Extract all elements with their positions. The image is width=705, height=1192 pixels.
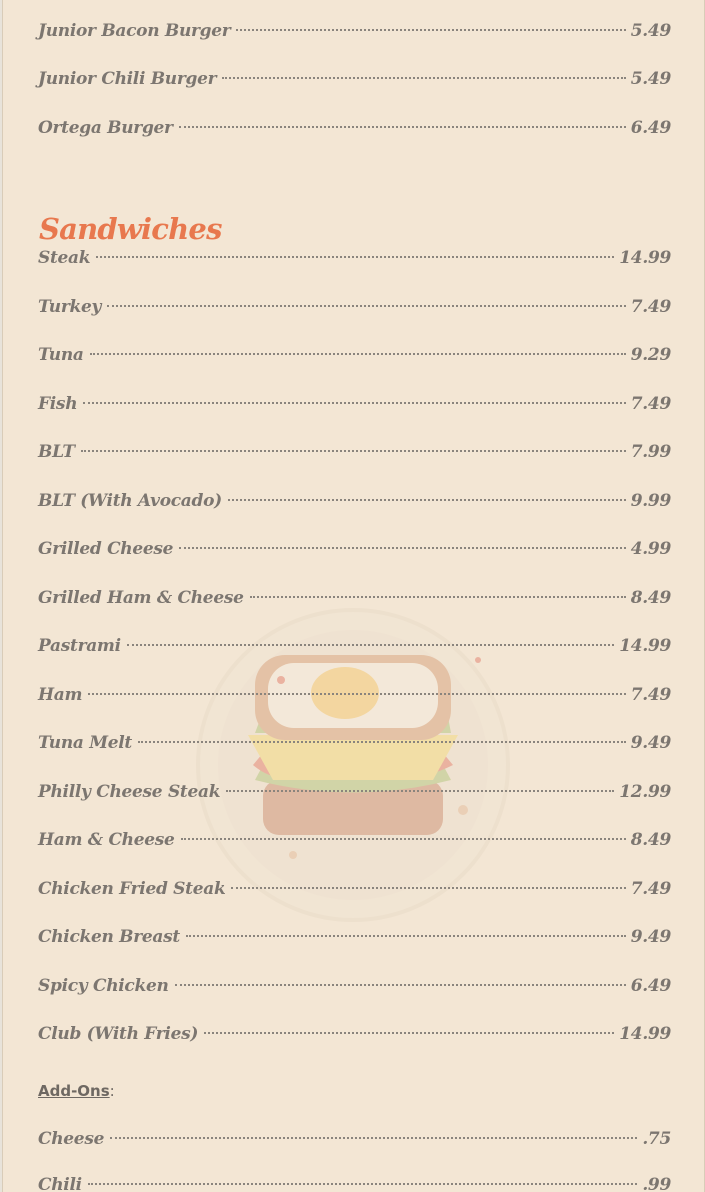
item-price: 9.49 (630, 733, 671, 753)
menu-item-chicken-breast (38, 926, 671, 948)
item-price: 6.49 (630, 118, 671, 138)
item-name: Ham & Cheese (38, 830, 175, 850)
dot-leader (204, 1032, 614, 1034)
item-name: Fish (38, 394, 78, 414)
dot-leader (179, 126, 626, 128)
dot-leader (127, 644, 614, 646)
menu-item-grilled-cheese (38, 538, 671, 560)
menu-item-ortega-burger (38, 117, 671, 139)
item-price: 14.99 (619, 1024, 671, 1044)
item-price: 14.99 (619, 248, 671, 268)
item-price: 8.49 (630, 588, 671, 608)
menu-item-club-with-fries (38, 1023, 671, 1045)
item-price: 5.49 (630, 21, 671, 41)
dot-leader (88, 1183, 638, 1185)
dot-leader (110, 1137, 637, 1139)
menu-item-tuna-melt (38, 732, 671, 754)
item-name: Pastrami (38, 636, 121, 656)
dot-leader (186, 935, 626, 937)
item-name: Chicken Breast (38, 927, 180, 947)
item-name: Tuna Melt (38, 733, 132, 753)
item-name: Grilled Cheese (38, 539, 174, 559)
dot-leader (81, 450, 626, 452)
menu-item-ham-cheese (38, 829, 671, 851)
item-name: Grilled Ham & Cheese (38, 588, 244, 608)
menu-item-turkey (38, 296, 671, 318)
dot-leader (226, 790, 614, 792)
menu-item-fish (38, 393, 671, 415)
item-name: Spicy Chicken (38, 976, 169, 996)
menu-item-spicy-chicken (38, 975, 671, 997)
item-price: 14.99 (619, 636, 671, 656)
item-price: 9.29 (630, 345, 671, 365)
menu-item-philly-cheese-steak (38, 781, 671, 803)
menu-item-junior-bacon-burger (38, 20, 671, 42)
dot-leader (138, 741, 626, 743)
menu-page (2, 0, 705, 1192)
addon-item-chili (38, 1174, 671, 1192)
item-price: 8.49 (630, 830, 671, 850)
dot-leader (231, 887, 625, 889)
item-price: 7.49 (630, 879, 671, 899)
item-name: Turkey (38, 297, 102, 317)
dot-leader (179, 547, 626, 549)
item-price: .75 (642, 1129, 671, 1149)
menu-item-grilled-ham-cheese (38, 587, 671, 609)
item-price: 9.99 (630, 491, 671, 511)
item-name: Ortega Burger (38, 118, 173, 138)
addons-colon: : (109, 1082, 115, 1100)
menu-item-blt-avocado (38, 490, 671, 512)
dot-leader (83, 402, 626, 404)
dot-leader (228, 499, 626, 501)
item-name: Tuna (38, 345, 84, 365)
dot-leader (222, 77, 626, 79)
item-price: 7.49 (630, 297, 671, 317)
section-title-sandwiches: Sandwiches (39, 212, 222, 246)
menu-item-junior-chili-burger (38, 68, 671, 90)
menu-item-chicken-fried-steak (38, 878, 671, 900)
addons-title: Add-Ons (38, 1082, 110, 1100)
item-name: Cheese (38, 1129, 105, 1149)
item-name: Chili (38, 1175, 82, 1192)
menu-item-tuna (38, 344, 671, 366)
menu-item-ham (38, 684, 671, 706)
dot-leader (107, 305, 626, 307)
dot-leader (175, 984, 626, 986)
item-price: 7.99 (630, 442, 671, 462)
item-price: 6.49 (630, 976, 671, 996)
item-price: 4.99 (630, 539, 671, 559)
menu-item-steak (38, 247, 671, 269)
menu-item-blt (38, 441, 671, 463)
item-name: Chicken Fried Steak (38, 879, 226, 899)
dot-leader (236, 29, 625, 31)
item-price: 7.49 (630, 685, 671, 705)
item-name: Junior Bacon Burger (38, 21, 231, 41)
item-name: Junior Chili Burger (38, 69, 217, 89)
item-price: .99 (642, 1175, 671, 1192)
addon-item-cheese (38, 1128, 671, 1150)
item-name: Ham (38, 685, 83, 705)
item-name: BLT (With Avocado) (38, 491, 222, 511)
item-name: Club (With Fries) (38, 1024, 199, 1044)
dot-leader (181, 838, 626, 840)
dot-leader (88, 693, 626, 695)
menu-item-pastrami (38, 635, 671, 657)
dot-leader (90, 353, 626, 355)
item-price: 9.49 (630, 927, 671, 947)
item-name: Philly Cheese Steak (38, 782, 221, 802)
dot-leader (250, 596, 626, 598)
item-price: 12.99 (619, 782, 671, 802)
item-name: BLT (38, 442, 75, 462)
addons-heading (38, 1082, 115, 1100)
item-price: 5.49 (630, 69, 671, 89)
dot-leader (96, 256, 614, 258)
item-price: 7.49 (630, 394, 671, 414)
item-name: Steak (38, 248, 91, 268)
